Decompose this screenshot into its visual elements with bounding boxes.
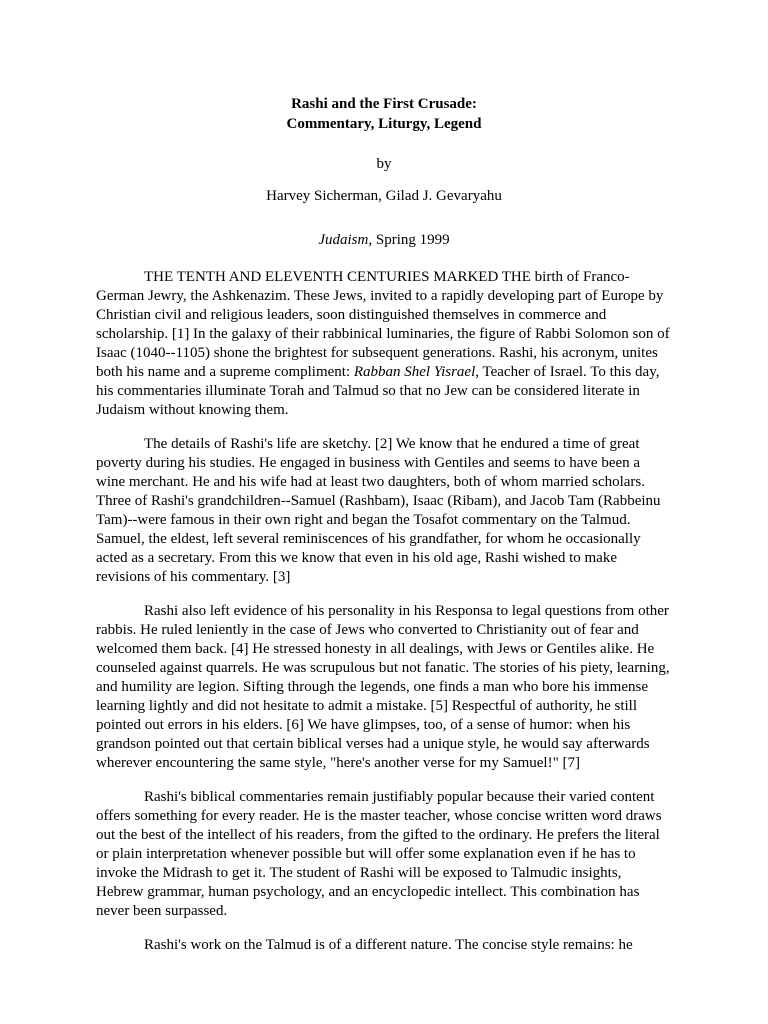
title-line-2: Commentary, Liturgy, Legend bbox=[286, 116, 482, 132]
paragraph-3: Rashi also left evidence of his personality in his Responsa to legal questions from other rabbis. He ruled leniently in the case of Jews who converted to Christianity out of fear and welcomed them back. [4] He stressed honesty in all dealings, with Jews or Gentiles alike. He counseled against quarrels. He was scrupulous but not fanatic. The stories of his piety, learning, and humility are legion. Sifting through the legends, one finds a man who bore his immense learning lightly and did not hesitate to admit a mistake. [5] Respectful of authority, he still pointed out errors in his elders. [6] We have glimpses, too, of a sense of humor: when his grandson pointed out that certain biblical verses had a unique style, he would say afterwards wherever encountering the same style, "here's another verse for my Samuel!" [7] bbox=[96, 603, 670, 771]
paragraph-2: The details of Rashi's life are sketchy. [2] We know that he endured a time of great poverty during his studies. He engaged in business with Gentiles and seems to have been a wine merchant. He and his wife had at least two daughters, both of whom married scholars. Three of Rashi's grandchildren--Samuel (Rashbam), Isaac (Ribam), and Jacob Tam (Rabbeinu Tam)--were famous in their own right and began the Tosafot commentary on the Talmud. Samuel, the eldest, left several reminiscences of his grandfather, for whom he occasionally acted as a secretary. From this we know that even in his old age, Rashi wished to make revisions of his commentary. [3] bbox=[96, 436, 661, 585]
byline-by: by bbox=[376, 156, 392, 172]
paragraph-5: Rashi's work on the Talmud is of a different nature. The concise style remains: he bbox=[144, 937, 633, 953]
paragraph-1-italic: Rabban Shel Yisrael, bbox=[353, 364, 479, 380]
source-date: Spring 1999 bbox=[372, 232, 450, 248]
source-line bbox=[96, 230, 672, 250]
paragraph-1-text-b: Teacher of Israel. To this day, his commentaries illuminate Torah and Talmud so that no Jew can be considered literate in Judaism without knowing them. bbox=[96, 364, 660, 418]
source-journal: Judaism, bbox=[318, 232, 373, 248]
paragraph-4: Rashi's biblical commentaries remain justifiably popular because their varied content offers something for every reader. He is the master teacher, whose concise written word draws out the best of the intellect of his readers, from the gifted to the ordinary. He prefers the literal or plain interpretation whenever possible but will offer some explanation even if he has to invoke the Midrash to get it. The student of Rashi will be exposed to Talmudic insights, Hebrew grammar, human psychology, and an encyclopedic intellect. This combination has never been surpassed. bbox=[96, 789, 662, 919]
title-line-1: Rashi and the First Crusade: bbox=[291, 96, 477, 112]
paragraph-1-text-a: THE TENTH AND ELEVENTH CENTURIES MARKED THE birth of Franco-German Jewry, the Ashkenazim. These Jews, invited to a rapidly developing part of Europe by Christian civil and religious leaders, soon distinguished themselves in commerce and scholarship. [1] In the galaxy of their rabbinical luminaries, the figure of Rabbi Solomon son of Isaac (1040--1105) shone the brightest for subsequent generations. Rashi, his acronym, unites both his name and a supreme compliment: bbox=[96, 269, 670, 380]
byline-authors: Harvey Sicherman, Gilad J. Gevaryahu bbox=[266, 188, 502, 204]
paragraph-1 bbox=[96, 268, 672, 420]
